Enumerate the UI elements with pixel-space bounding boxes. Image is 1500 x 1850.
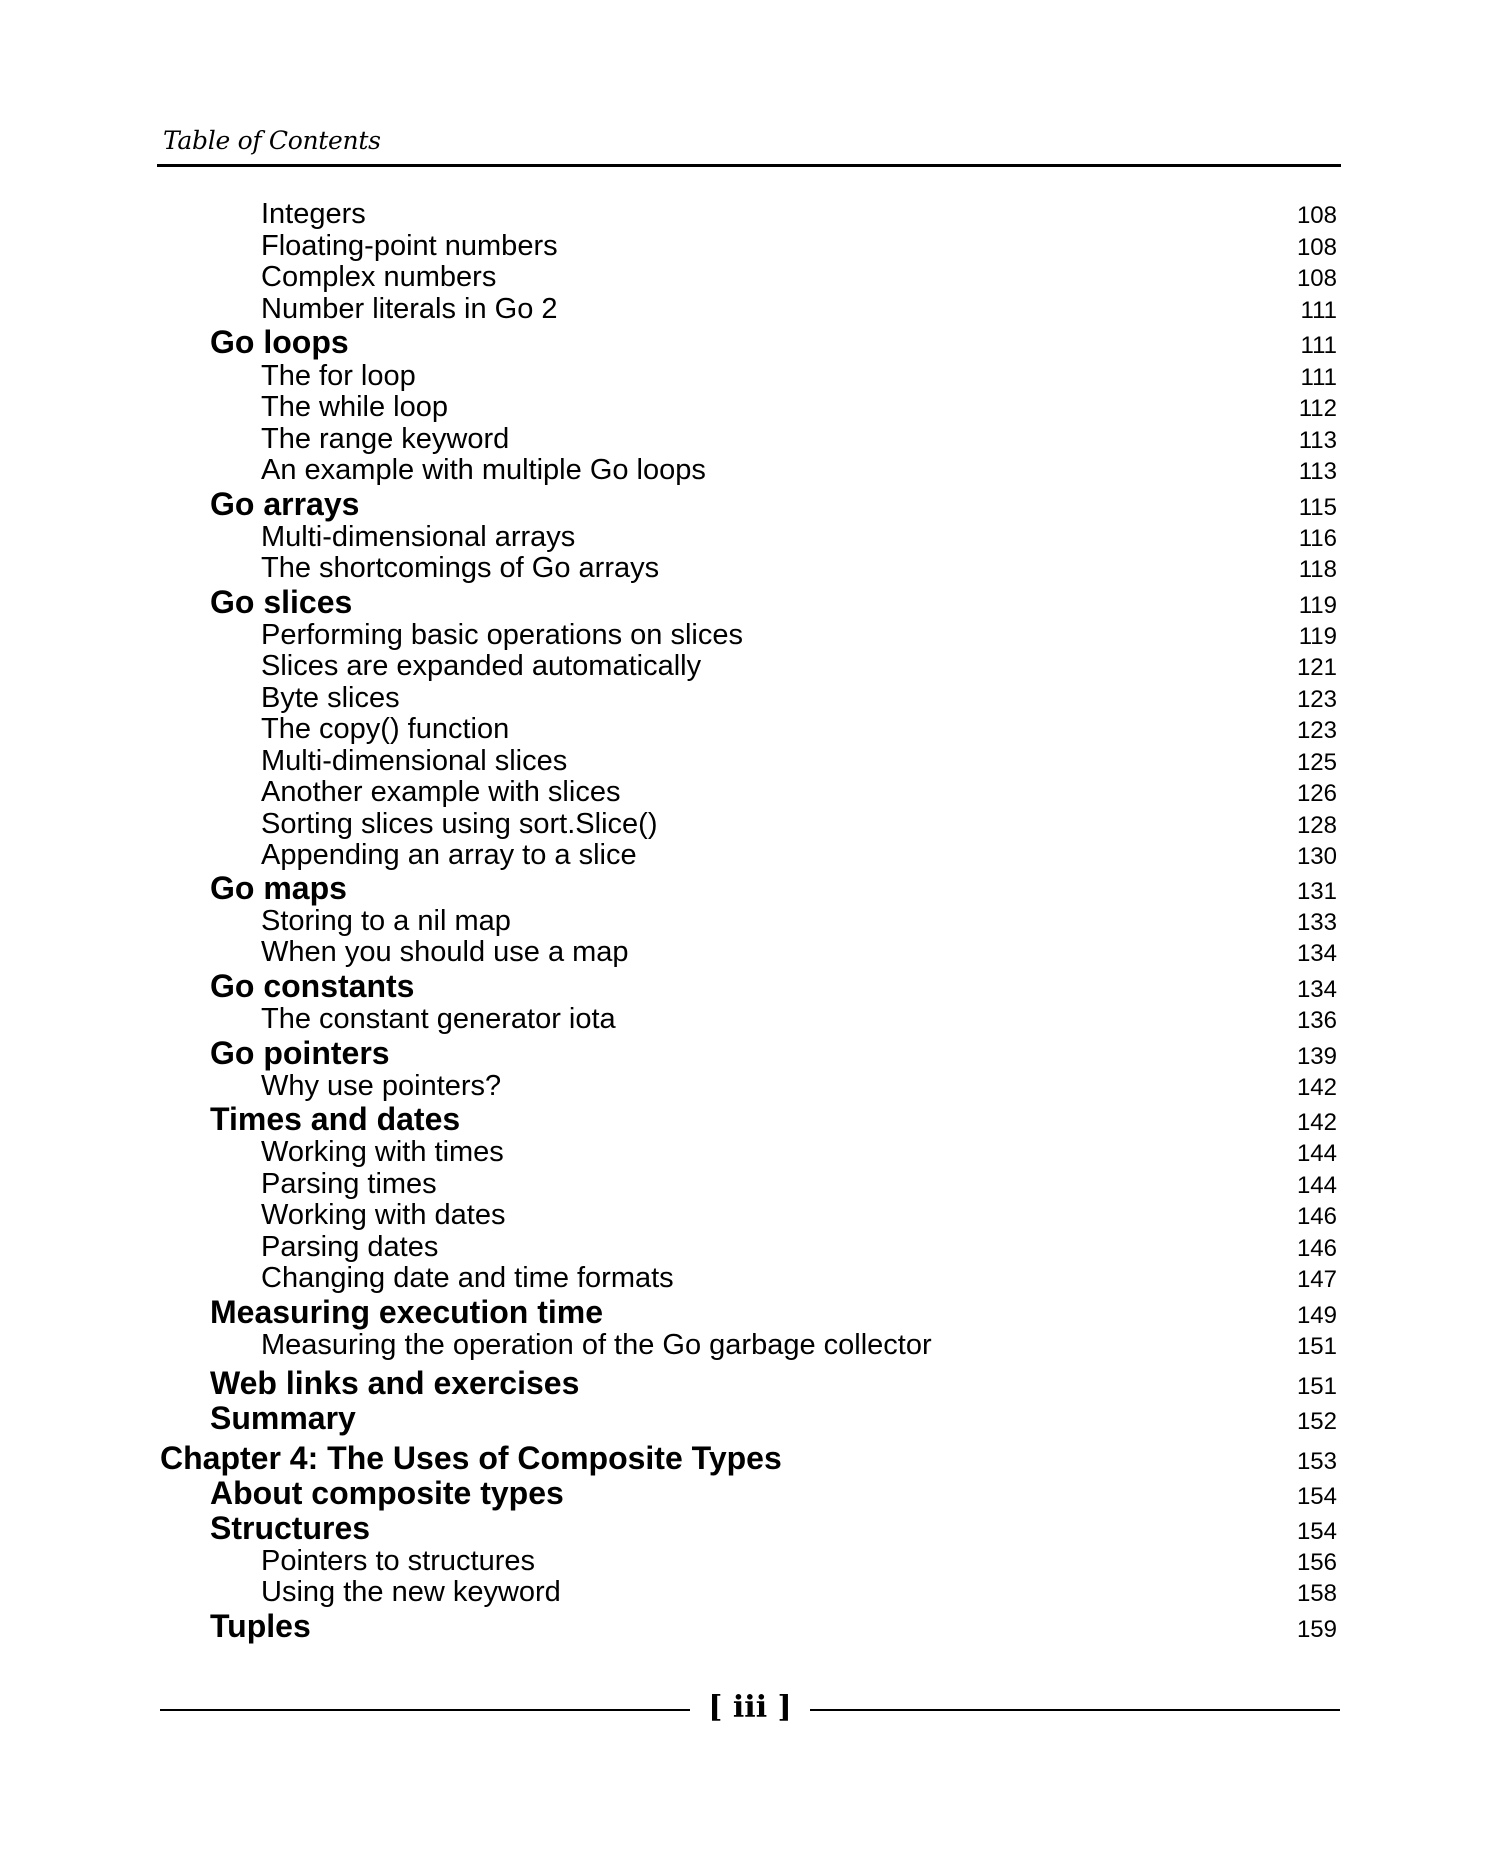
toc-entry-title[interactable]: Go arrays <box>210 486 360 522</box>
toc-entry-title[interactable]: When you should use a map <box>261 936 629 968</box>
toc-entry-title[interactable]: Parsing times <box>261 1168 437 1200</box>
toc-entry-title[interactable]: Performing basic operations on slices <box>261 619 743 651</box>
toc-entry-page-number: 123 <box>1296 686 1337 713</box>
toc-entry-title[interactable]: Number literals in Go 2 <box>261 293 558 325</box>
toc-entry-title[interactable]: Chapter 4: The Uses of Composite Types <box>160 1440 782 1476</box>
toc-entry-page-number: 159 <box>1296 1616 1337 1643</box>
toc-entry-page-number: 146 <box>1296 1203 1337 1230</box>
toc-entry-title[interactable]: Go pointers <box>210 1035 390 1071</box>
toc-entry-page-number: 111 <box>1300 364 1337 391</box>
toc-entry-page-number: 134 <box>1296 976 1337 1003</box>
toc-entry-title[interactable]: Complex numbers <box>261 261 497 293</box>
toc-entry-page-number: 108 <box>1296 265 1337 292</box>
toc-entry-page-number: 156 <box>1296 1549 1337 1576</box>
toc-entry-title[interactable]: Floating-point numbers <box>261 230 558 262</box>
toc-entry-page-number: 111 <box>1300 332 1337 359</box>
toc-entry-title[interactable]: Go loops <box>210 324 349 360</box>
toc-entry-title[interactable]: The shortcomings of Go arrays <box>261 552 660 584</box>
toc-entry-title[interactable]: About composite types <box>210 1475 564 1511</box>
toc-entry-page-number: 152 <box>1296 1408 1337 1435</box>
toc-entry-page-number: 151 <box>1296 1373 1337 1400</box>
toc-entry-page-number: 134 <box>1296 940 1337 967</box>
toc-entry-title[interactable]: Pointers to structures <box>261 1545 535 1577</box>
toc-entry-page-number: 111 <box>1300 297 1337 324</box>
toc-entry-title[interactable]: Measuring execution time <box>210 1294 603 1330</box>
toc-entry-title[interactable]: Go constants <box>210 968 415 1004</box>
toc-entry-page-number: 125 <box>1296 749 1337 776</box>
toc-entry-page-number: 126 <box>1296 780 1337 807</box>
toc-entry-page-number: 119 <box>1298 592 1337 619</box>
toc-entry-title[interactable]: Working with dates <box>261 1199 506 1231</box>
toc-entry-page-number: 113 <box>1298 427 1337 454</box>
toc-entry-title[interactable]: Working with times <box>261 1136 504 1168</box>
toc-entry-page-number: 139 <box>1296 1043 1337 1070</box>
toc-entry-title[interactable]: Another example with slices <box>261 776 621 808</box>
toc-entry-title[interactable]: Times and dates <box>210 1101 461 1137</box>
running-head: Table of Contents <box>163 126 381 155</box>
toc-entry-page-number: 158 <box>1296 1580 1337 1607</box>
toc-entry-title[interactable]: Multi-dimensional arrays <box>261 521 576 553</box>
toc-entry-title[interactable]: Summary <box>210 1400 356 1436</box>
toc-entry-title[interactable]: Tuples <box>210 1608 311 1644</box>
toc-entry-page-number: 116 <box>1298 525 1337 552</box>
toc-entry-title[interactable]: Byte slices <box>261 682 400 714</box>
toc-entry-page-number: 142 <box>1296 1074 1337 1101</box>
toc-entry-page-number: 153 <box>1296 1448 1337 1475</box>
toc-entry-page-number: 147 <box>1296 1266 1337 1293</box>
toc-entry-page-number: 131 <box>1296 878 1337 905</box>
toc-entry-page-number: 108 <box>1296 234 1337 261</box>
toc-entry-page-number: 136 <box>1296 1007 1337 1034</box>
toc-entry-title[interactable]: Why use pointers? <box>261 1070 502 1102</box>
toc-entry-page-number: 130 <box>1296 843 1337 870</box>
toc-entry-title[interactable]: The constant generator iota <box>261 1003 616 1035</box>
toc-entry-title[interactable]: Changing date and time formats <box>261 1262 674 1294</box>
toc-entry-page-number: 112 <box>1298 395 1337 422</box>
toc-entry-page-number: 118 <box>1298 556 1337 583</box>
toc-entry-page-number: 123 <box>1296 717 1337 744</box>
toc-entry-page-number: 119 <box>1298 623 1337 650</box>
toc-entry-page-number: 121 <box>1296 654 1337 681</box>
toc-entry-page-number: 133 <box>1296 909 1337 936</box>
toc-entry-title[interactable]: Integers <box>261 198 366 230</box>
toc-entry-title[interactable]: The while loop <box>261 391 448 423</box>
toc-entry-title[interactable]: Sorting slices using sort.Slice() <box>261 808 658 840</box>
toc-entry-title[interactable]: Parsing dates <box>261 1231 439 1263</box>
toc-entry-title[interactable]: The for loop <box>261 360 416 392</box>
toc-entry-page-number: 144 <box>1296 1140 1337 1167</box>
toc-entry-title[interactable]: Go slices <box>210 584 353 620</box>
page-number: [ iii ] <box>708 1690 792 1725</box>
toc-entry-page-number: 144 <box>1296 1172 1337 1199</box>
toc-entry-page-number: 108 <box>1296 202 1337 229</box>
footer-rule-right <box>810 1709 1340 1711</box>
toc-entry-page-number: 146 <box>1296 1235 1337 1262</box>
toc-entry-title[interactable]: The copy() function <box>261 713 510 745</box>
toc-entry-page-number: 142 <box>1296 1109 1337 1136</box>
toc-entry-title[interactable]: Storing to a nil map <box>261 905 511 937</box>
toc-entry-page-number: 154 <box>1296 1483 1337 1510</box>
toc-entry-title[interactable]: Appending an array to a slice <box>261 839 637 871</box>
toc-entry-title[interactable]: Go maps <box>210 870 347 906</box>
toc-entry-page-number: 151 <box>1296 1333 1337 1360</box>
toc-entry-title[interactable]: Slices are expanded automatically <box>261 650 702 682</box>
toc-entry-title[interactable]: Measuring the operation of the Go garbage collector <box>261 1329 932 1361</box>
toc-entry-page-number: 128 <box>1296 812 1337 839</box>
toc-entry-title[interactable]: Multi-dimensional slices <box>261 745 568 777</box>
toc-entry-page-number: 113 <box>1298 458 1337 485</box>
toc-entry-title[interactable]: Structures <box>210 1510 371 1546</box>
toc-entry-page-number: 149 <box>1296 1302 1337 1329</box>
toc-entry-title[interactable]: Using the new keyword <box>261 1576 561 1608</box>
page-footer <box>160 1688 1340 1728</box>
toc-entry-title[interactable]: Web links and exercises <box>210 1365 580 1401</box>
toc-entry-title[interactable]: The range keyword <box>261 423 510 455</box>
toc-entry-title[interactable]: An example with multiple Go loops <box>261 454 706 486</box>
toc-entry-page-number: 154 <box>1296 1518 1337 1545</box>
toc-entry-page-number: 115 <box>1298 494 1337 521</box>
